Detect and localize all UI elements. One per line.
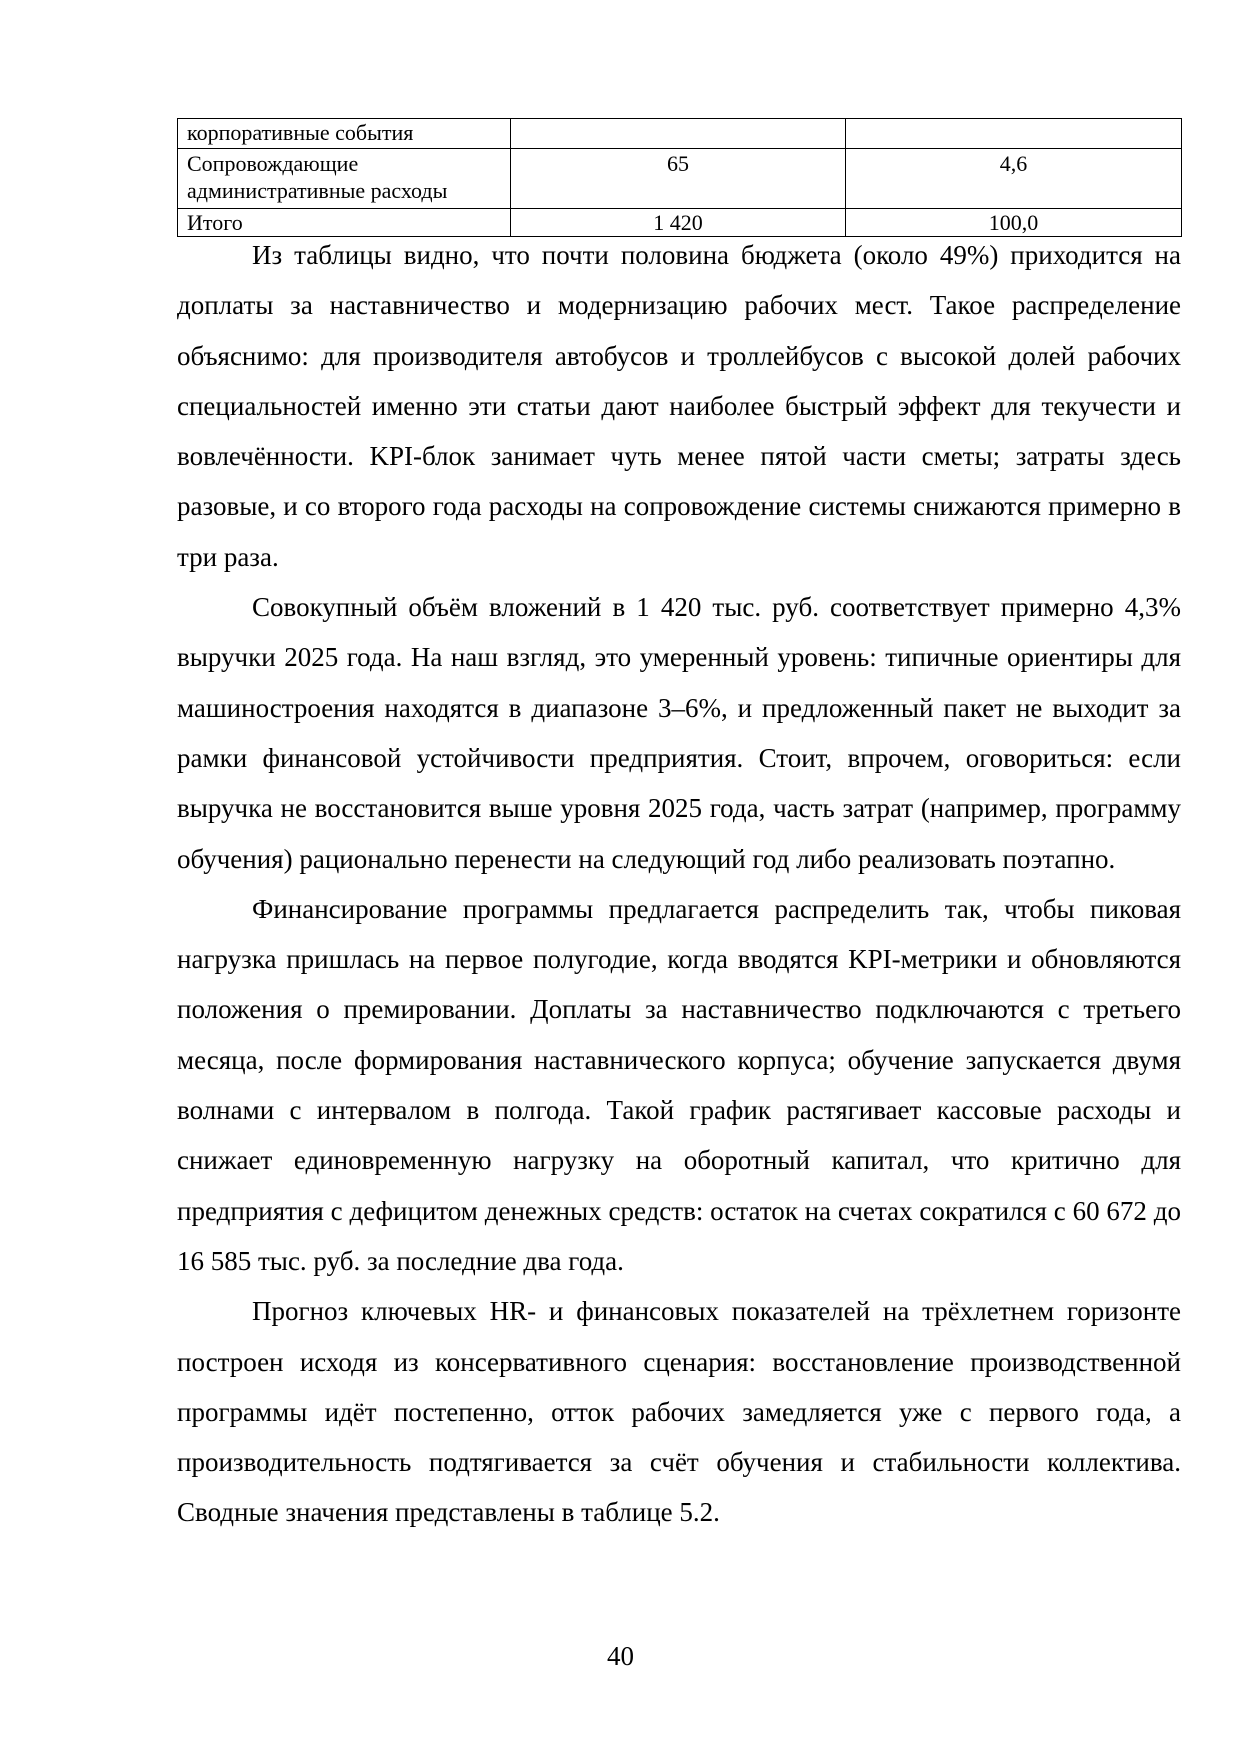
table-cell-amount: 65 <box>511 149 846 209</box>
table-cell-amount: 1 420 <box>511 209 846 237</box>
paragraph: Совокупный объём вложений в 1 420 тыс. руб. соответствует примерно 4,3% выручки 2025 года. На наш взгляд, это умеренный уровень: типичные ориентиры для машиностроения находятся в диапазоне 3–6%, и предложенный пакет не выходит за рамки финансовой устойчивости предприятия. Стоит, впрочем, оговориться: если выручка не восстановится выше уровня 2025 года, часть затрат (например, программу обучения) рационально перенести на следующий год либо реализовать поэтапно. <box>177 592 1181 874</box>
table-row <box>178 119 1182 149</box>
body-text <box>177 230 1181 1538</box>
table-cell-item: Итого <box>178 209 511 237</box>
table-cell-item: корпоративные события <box>178 119 511 149</box>
table-cell-share <box>846 119 1182 149</box>
table-cell-share: 100,0 <box>846 209 1182 237</box>
paragraph: Финансирование программы предлагается распределить так, чтобы пиковая нагрузка пришлась на первое полугодие, когда вводятся KPI-метрики и обновляются положения о премировании. Доплаты за наставничество подключаются с третьего месяца, после формирования наставнического корпуса; обучение запускается двумя волнами с интервалом в полгода. Такой график растягивает кассовые расходы и снижает единовременную нагрузку на оборотный капитал, что критично для предприятия с дефицитом денежных средств: остаток на счетах сократился с 60 672 до 16 585 тыс. руб. за последние два года. <box>177 893 1181 1276</box>
paragraph: Прогноз ключевых HR- и финансовых показателей на трёхлетнем горизонте построен исходя из консервативного сценария: восстановление производственной программы идёт постепенно, отток рабочих замедляется уже с первого года, а производительность подтягивается за счёт обучения и стабильности коллектива. Сводные значения представлены в таблице 5.2. <box>177 1296 1181 1528</box>
table-cell-amount <box>511 119 846 149</box>
budget-table <box>177 118 1182 237</box>
table-row <box>178 149 1182 209</box>
page-number: 40 <box>607 1641 634 1671</box>
table-cell-share: 4,6 <box>846 149 1182 209</box>
paragraph: Из таблицы видно, что почти половина бюджета (около 49%) приходится на доплаты за наставничество и модернизацию рабочих мест. Такое распределение объяснимо: для производителя автобусов и троллейбусов с высокой долей рабочих специальностей именно эти статьи дают наиболее быстрый эффект для текучести и вовлечённости. KPI-блок занимает чуть менее пятой части сметы; затраты здесь разовые, и со второго года расходы на сопровождение системы снижаются примерно в три раза. <box>177 240 1181 572</box>
table-cell-item: Сопровождающие административные расходы <box>178 149 511 209</box>
